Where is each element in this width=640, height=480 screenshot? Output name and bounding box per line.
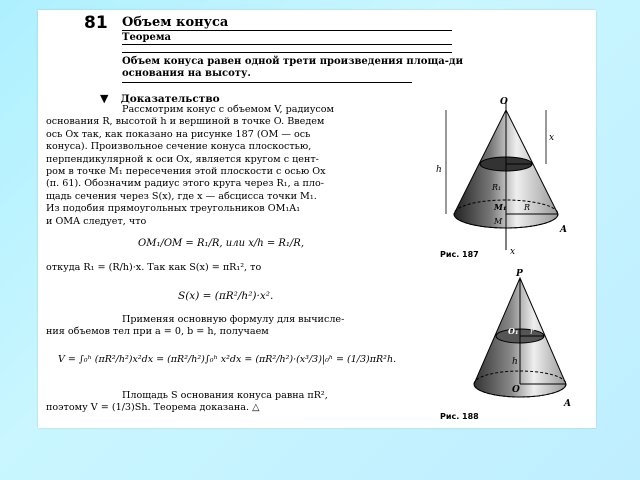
proof-paragraph-2: [46, 314, 426, 339]
proof-line: ния объемов тел при a = 0, b = h, получаем: [46, 326, 269, 338]
proof-line: щадь сечения через S(x), где x — абсцисса точки M₁.: [46, 190, 317, 202]
label-r: r: [530, 327, 534, 336]
label-A: A: [560, 225, 567, 235]
theorem-text: Объем конуса равен одной трети произведения площа-ди основания на высоту.: [122, 56, 463, 79]
label-x-top: x: [549, 133, 555, 143]
label-P: P: [516, 269, 523, 279]
proof-line: (п. 61). Обозначим радиус этого круга через R₁, а пло-: [46, 178, 324, 190]
textbook-page: [38, 10, 596, 428]
proof-line: Применяя основную формулу для вычисле-: [122, 314, 345, 325]
label-h: h: [436, 165, 442, 175]
figure-188-cone: [458, 266, 588, 411]
proof-line: основания R, высотой h и вершиной в точке O. Введем: [46, 116, 325, 128]
conclusion: [46, 390, 426, 415]
proof-line: конуса). Произвольное сечение конуса плоскостью,: [46, 141, 312, 153]
label-O: O: [500, 97, 508, 107]
label-M1: M₁: [494, 202, 507, 212]
label-x-axis: x: [510, 247, 516, 257]
proof-heading-text: Доказательство: [120, 93, 220, 105]
label-A: A: [564, 399, 571, 409]
label-M: M: [494, 217, 503, 226]
proof-line: ром в точке M₁ пересечения этой плоскости с осью Ox: [46, 166, 326, 178]
proof-line: ось Ox так, как показано на рисунке 187 (OM — ось: [46, 128, 311, 140]
figure-187-cone: [434, 92, 584, 262]
label-R: R: [524, 203, 531, 212]
label-O1: O₁: [508, 326, 519, 336]
section-title: Объем конуса: [122, 15, 229, 30]
label-R1: R₁: [492, 183, 502, 192]
label-h: h: [512, 357, 518, 367]
label-O: O: [512, 385, 520, 395]
theorem-rule-mid: [122, 52, 452, 53]
theorem-rule-top: [122, 44, 452, 45]
theorem-label: Теорема: [122, 32, 171, 43]
hence-line: откуда R₁ = (R/h)·x. Так как S(x) = πR₁², то: [46, 262, 262, 273]
conclusion-line: Площадь S основания конуса равна πR²,: [122, 390, 328, 401]
figure-188-caption: Рис. 188: [440, 412, 479, 421]
volume-formula: V = ∫₀ʰ (πR²/h²)x²dx = (πR²/h²)∫₀ʰ x²dx = (πR²/h²)·(x³/3)|₀ʰ = (1/3)πR²h.: [58, 354, 397, 365]
proof-line: и OMA следует, что: [46, 215, 147, 227]
triangle-down-icon: ▼: [100, 92, 109, 105]
proof-line: перпендикулярной к оси Ox, является кругом с цент-: [46, 153, 319, 165]
similarity-formula: OM₁/OM = R₁/R, или x/h = R₁/R,: [138, 238, 305, 249]
conclusion-line: поэтому V = (1/3)Sh. Теорема доказана. △: [46, 402, 260, 414]
title-rule: [122, 30, 452, 31]
proof-paragraph-1: [46, 104, 426, 228]
proof-line: Рассмотрим конус с объемом V, радиусом: [122, 104, 335, 115]
theorem-rule-bottom: [122, 82, 412, 83]
figure-187-caption: Рис. 187: [440, 250, 479, 259]
section-number: 81: [84, 13, 108, 33]
proof-line: Из подобия прямоугольных треугольников OM₁A₁: [46, 203, 301, 215]
area-formula: S(x) = (πR²/h²)·x².: [178, 290, 274, 302]
